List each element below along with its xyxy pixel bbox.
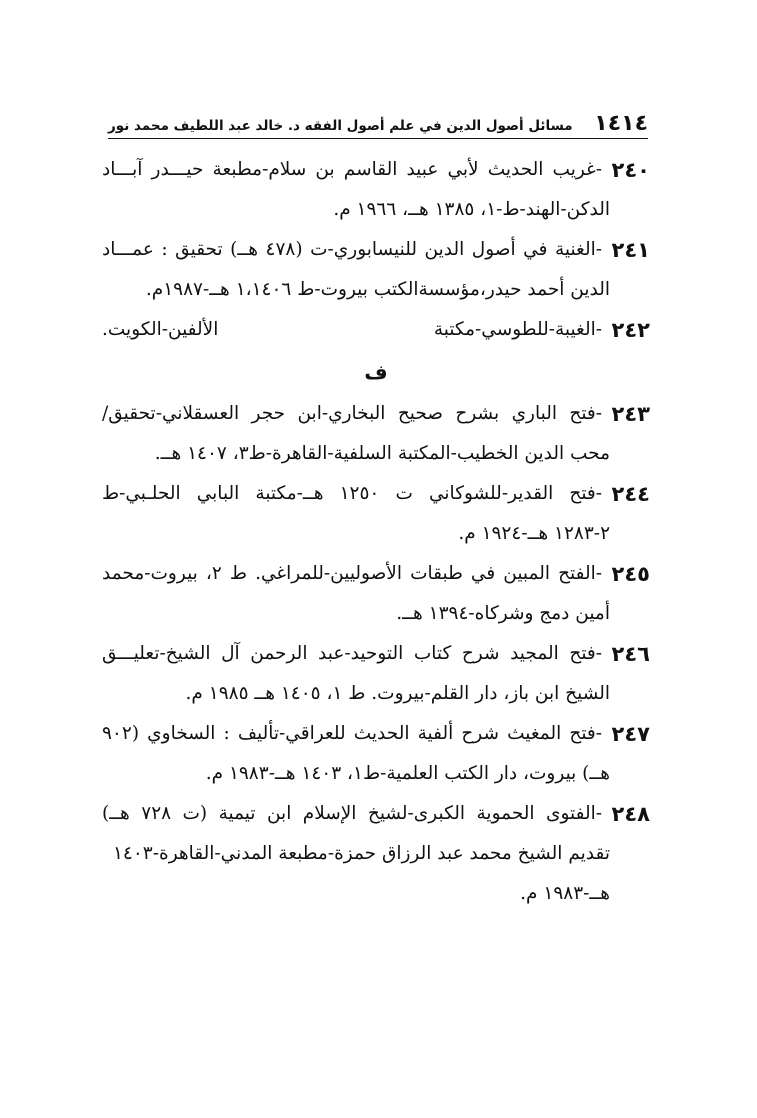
bibliography-list: [102, 150, 650, 914]
entry-text-line: تقديم الشيخ محمد عبد الرزاق حمزة-مطبعة المدني-القاهرة-١٤٠٣: [113, 843, 610, 864]
bibliography-entry: [102, 394, 650, 474]
entry-number: ٢٤٦: [611, 642, 650, 666]
entry-number: ٢٤٢: [611, 318, 650, 342]
entry-text-line: -فتح المغيث شرح ألفية الحديث للعراقي-تأليف : السخاوي (٩٠٢: [102, 723, 602, 744]
entry-text-line: الشيخ ابن باز، دار القلم-بيروت. ط ١، ١٤٠٥ هــ ١٩٨٥ م.: [185, 683, 610, 704]
bibliography-entry: [102, 150, 650, 230]
entry-text-line: -الغيبة-للطوسي-مكتبة الألفين-الكويت.: [102, 319, 602, 340]
entry-text-line: -فتح المجيد شرح كتاب التوحيد-عبد الرحمن آل الشيخ-تعليـــق: [102, 643, 602, 664]
entry-text-line: -الفتح المبين في طبقات الأصوليين-للمراغي. ط ٢، بيروت-محمد: [102, 563, 602, 584]
running-title: مسائل أصول الدين في علم أصول الفقه د. خالد عبد اللطيف محمد نور: [108, 118, 573, 134]
page-number: ١٤١٤: [594, 111, 648, 136]
entry-number: ٢٤٣: [611, 402, 650, 426]
bibliography-entry: [102, 230, 650, 310]
entry-text-line: أمين دمج وشركاه-١٣٩٤ هــ.: [396, 603, 610, 624]
section-letter: ف: [364, 360, 388, 384]
entry-text-line: هــ) بيروت، دار الكتب العلمية-ط١، ١٤٠٣ هــ-١٩٨٣ م.: [205, 763, 610, 784]
bibliography-entry: [102, 474, 650, 554]
running-header: [108, 108, 648, 139]
entry-number: ٢٤٨: [611, 802, 650, 826]
bibliography-entry: [102, 554, 650, 634]
entry-text-line: -فتح القدير-للشوكاني ت ١٢٥٠ هــ-مكتبة البابي الحلـبي-ط: [102, 483, 603, 504]
entry-number: ٢٤١: [611, 238, 650, 262]
bibliography-entry: [102, 634, 650, 714]
bibliography-entry: [102, 794, 650, 914]
entry-text-line: -الفتوى الحموية الكبرى-لشيخ الإسلام ابن تيمية (ت ٧٢٨ هــ): [102, 803, 602, 824]
bibliography-entry: [102, 310, 650, 350]
entry-text-line: الدين أحمد حيدر،مؤسسةالكتب بيروت-ط ١،١٤٠٦ هــ-١٩٨٧م.: [145, 279, 610, 300]
entry-number: ٢٤٧: [611, 722, 650, 746]
entry-text-line: ٢-١٢٨٣ هــ-١٩٢٤ م.: [458, 523, 610, 544]
entry-number: ٢٤٤: [611, 482, 650, 506]
entry-text-line: -الغنية في أصول الدين للنيسابوري-ت (٤٧٨ هــ) تحقيق : عمـــاد: [102, 239, 602, 260]
bibliography-group-ghain: [102, 150, 650, 350]
entry-number: ٢٤٥: [611, 562, 650, 586]
bibliography-group-fa: [102, 394, 650, 914]
entry-number: ٢٤٠: [611, 158, 650, 182]
entry-text-line: هــ-١٩٨٣ م.: [520, 883, 610, 904]
entry-text-line: محب الدين الخطيب-المكتبة السلفية-القاهرة-ط٣، ١٤٠٧ هــ.: [154, 443, 610, 464]
entry-text-line: -غريب الحديث لأبي عبيد القاسم بن سلام-مطبعة حيـــدر آبـــاد: [102, 159, 602, 180]
entry-text-line: -فتح الباري بشرح صحيح البخاري-ابن حجر العسقلاني-تحقيق/: [102, 403, 602, 424]
entry-text-line: الدكن-الهند-ط-١، ١٣٨٥ هــ، ١٩٦٦ م.: [333, 199, 610, 220]
bibliography-entry: [102, 714, 650, 794]
